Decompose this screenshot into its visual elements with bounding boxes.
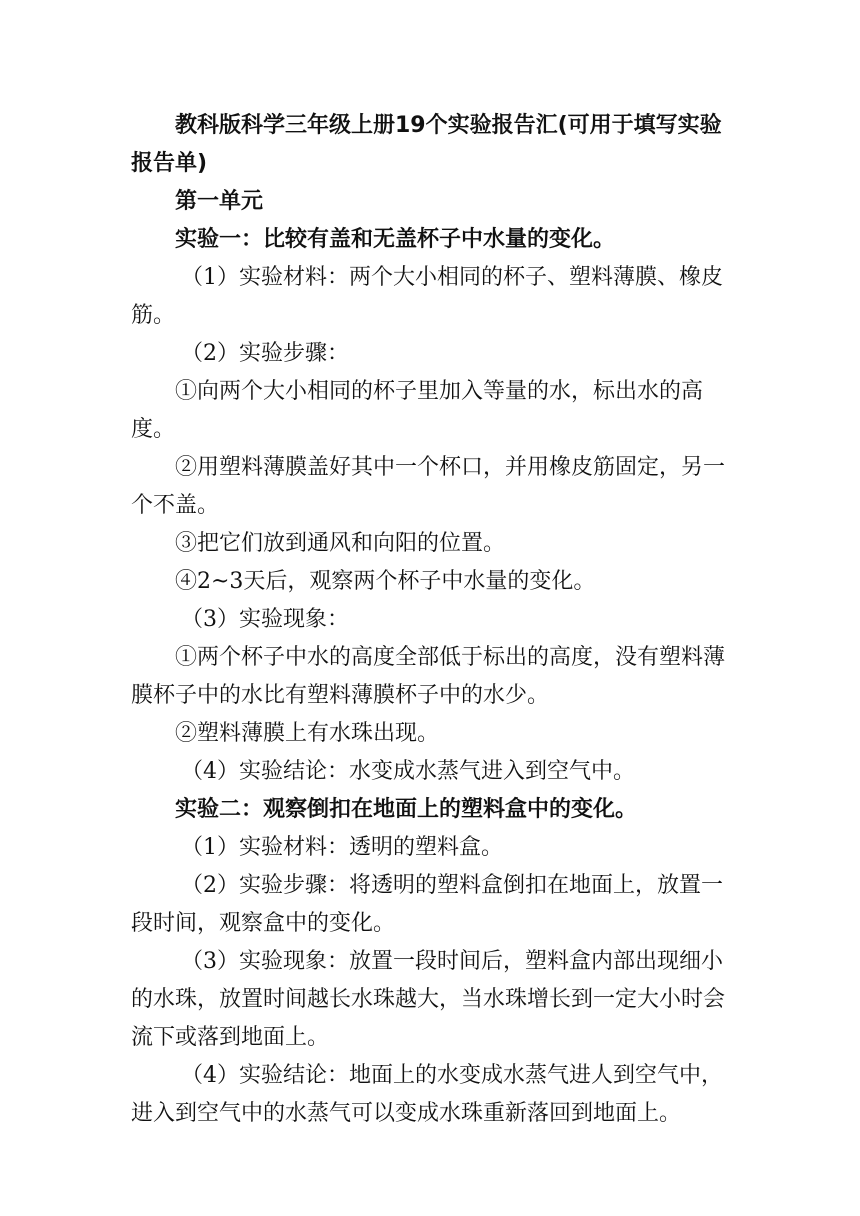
experiment1-step-4: ④2~3天后，观察两个杯子中水量的变化。 xyxy=(175,569,596,594)
document-title: 教科版科学三年级上册19个实验报告汇(可用于填写实验报告单) xyxy=(131,113,722,176)
experiment1-step-1: ①向两个大小相同的杯子里加入等量的水，标出水的高度。 xyxy=(131,379,704,442)
unit-heading: 第一单元 xyxy=(175,189,264,214)
experiment2-steps: （2）实验步骤：将透明的塑料盒倒扣在地面上，放置一段时间，观察盒中的变化。 xyxy=(131,873,723,936)
experiment1-materials: （1）实验材料：两个大小相同的杯子、塑料薄膜、橡皮筋。 xyxy=(131,265,723,328)
experiment1-step-2: ②用塑料薄膜盖好其中一个杯口，并用橡皮筋固定，另一个不盖。 xyxy=(131,455,726,518)
experiment2-heading: 实验二：观察倒扣在地面上的塑料盒中的变化。 xyxy=(175,797,638,822)
experiment1-phenomena-label: （3）实验现象： xyxy=(181,607,349,632)
experiment1-phenomenon-1: ①两个杯子中水的高度全部低于标出的高度，没有塑料薄膜杯子中的水比有塑料薄膜杯子中的水少。 xyxy=(131,645,726,708)
experiment1-heading: 实验一：比较有盖和无盖杯子中水量的变化。 xyxy=(175,227,616,252)
experiment1-step-3: ③把它们放到通风和向阳的位置。 xyxy=(175,531,506,556)
experiment1-conclusion: （4）实验结论：水变成水蒸气进入到空气中。 xyxy=(181,759,635,784)
experiment1-phenomenon-2: ②塑料薄膜上有水珠出现。 xyxy=(175,721,440,746)
experiment2-conclusion: （4）实验结论：地面上的水变成水蒸气进人到空气中，进入到空气中的水蒸气可以变成水珠重新落回到地面上。 xyxy=(131,1063,723,1126)
experiment2-materials: （1）实验材料：透明的塑料盒。 xyxy=(181,835,503,860)
experiment2-phenomena: （3）实验现象：放置一段时间后，塑料盒内部出现细小的水珠，放置时间越长水珠越大，当水珠增长到一定大小时会流下或落到地面上。 xyxy=(131,949,726,1050)
experiment1-steps-label: （2）实验步骤： xyxy=(181,341,349,366)
document-body xyxy=(131,107,731,1133)
